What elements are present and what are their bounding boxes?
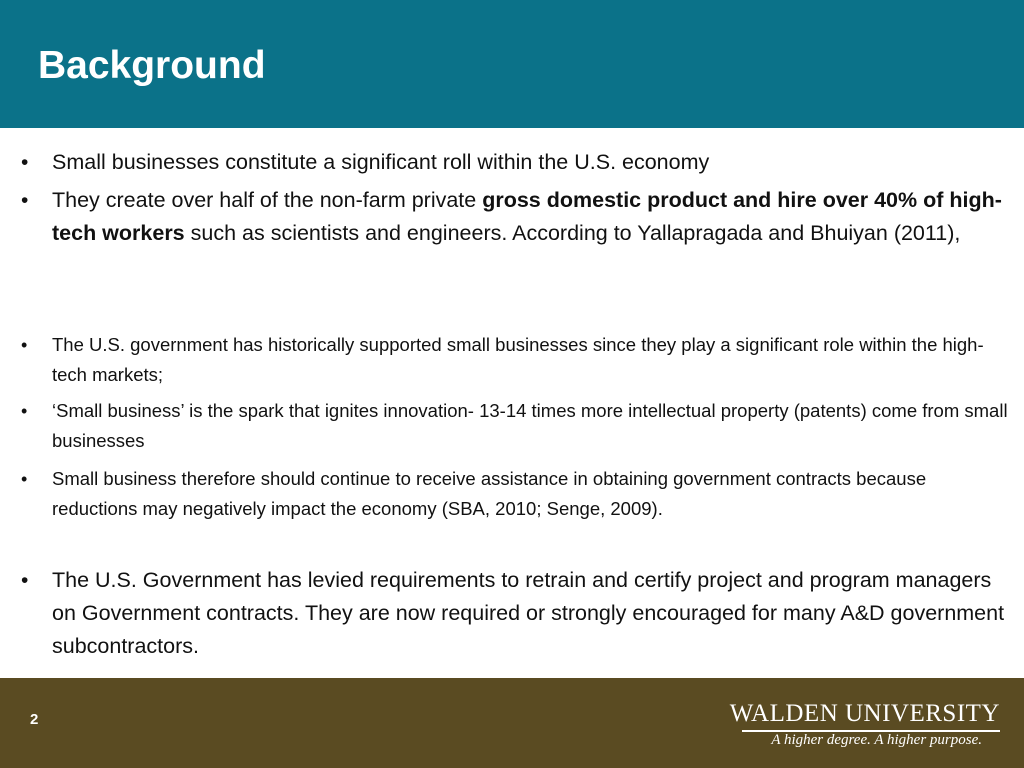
bullet-marker: • bbox=[21, 401, 28, 421]
slide-title: Background bbox=[38, 44, 266, 87]
logo-wordmark: WALDEN UNIVERSITY bbox=[729, 700, 1000, 727]
slide-footer bbox=[0, 678, 1024, 768]
bullet-text: ‘Small business’ is the spark that ignites innovation- 13-14 times more intellectual property (patents) come from small businesses bbox=[52, 400, 1008, 451]
bullet-marker: • bbox=[21, 189, 29, 212]
walden-university-logo bbox=[729, 700, 1000, 750]
bullet-text bbox=[52, 184, 1012, 250]
bullet-marker: • bbox=[21, 569, 29, 592]
bullet-marker: • bbox=[21, 335, 28, 355]
slide-header bbox=[0, 0, 1024, 128]
bullet-marker: • bbox=[21, 469, 28, 489]
bullet-marker: • bbox=[21, 151, 29, 174]
bullet-text-plain: such as scientists and engineers. According to Yallapragada and Bhuiyan (2011), bbox=[184, 221, 961, 245]
bullet-text-bold: gross domestic product and hire over 40% of high-tech workers bbox=[52, 188, 1002, 245]
page-number: 2 bbox=[30, 711, 39, 728]
bullet-text: The U.S. government has historically supported small businesses since they play a significant role within the high-tech markets; bbox=[52, 334, 984, 385]
bullet-text: Small business therefore should continue to receive assistance in obtaining government contracts because reductions may negatively impact the economy (SBA, 2010; Senge, 2009). bbox=[52, 468, 927, 519]
logo-tagline: A higher degree. A higher purpose. bbox=[771, 732, 982, 748]
bullet-text-plain: They create over half of the non-farm private bbox=[52, 188, 483, 212]
bullet-text: Small businesses constitute a significant roll within the U.S. economy bbox=[52, 150, 710, 174]
slide-body bbox=[0, 128, 1024, 678]
bullet-text: The U.S. Government has levied requirements to retrain and certify project and program managers on Government contracts. They are now required or strongly encouraged for many A&D government subcontractors. bbox=[52, 568, 1005, 658]
